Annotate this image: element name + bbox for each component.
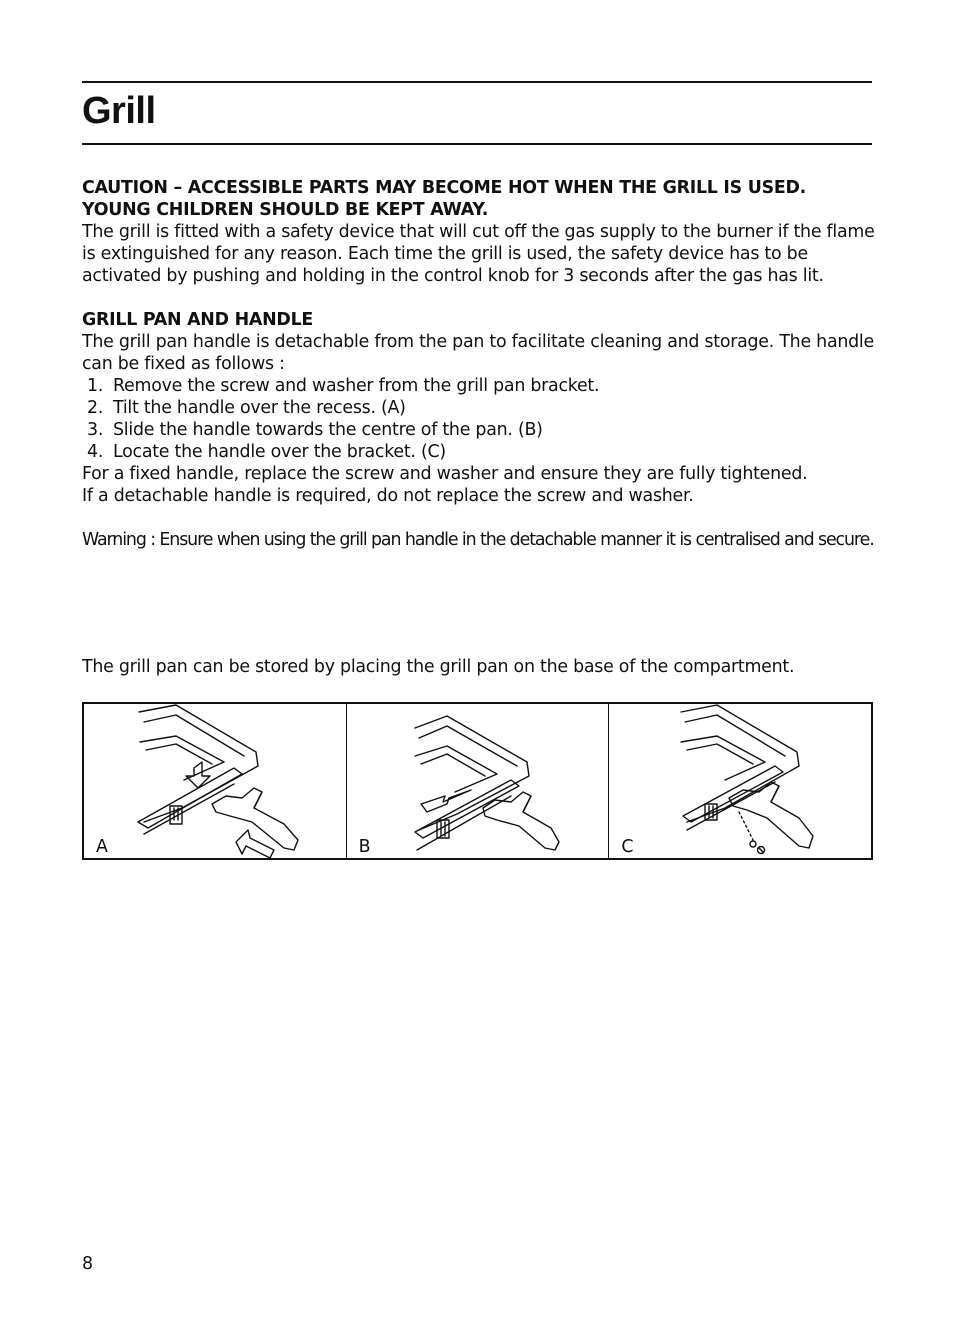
title-underline-rule [82, 143, 872, 145]
step-text: Slide the handle towards the centre of the pan. (B) [113, 420, 543, 440]
storage-text: The grill pan can be stored by placing the grill pan on the base of the compartment. [82, 657, 795, 677]
figure-panel-c [608, 704, 871, 858]
figure-label-c: C [621, 837, 634, 857]
fixed-handle-note: For a fixed handle, replace the screw and washer and ensure they are fully tightened. [82, 464, 808, 484]
caution-line-2: YOUNG CHILDREN SHOULD BE KEPT AWAY. [82, 200, 489, 220]
caution-line-1: CAUTION – ACCESSIBLE PARTS MAY BECOME HOT WHEN THE GRILL IS USED. [82, 178, 807, 198]
step-number: 1. [87, 376, 104, 396]
step-text: Locate the handle over the bracket. (C) [113, 442, 446, 462]
top-rule [82, 81, 872, 83]
step-text: Tilt the handle over the recess. (A) [113, 398, 406, 418]
grill-pan-illustration-b [347, 704, 609, 858]
grill-pan-illustration-a [84, 704, 346, 858]
warning-text: Warning : Ensure when using the grill pan handle in the detachable manner it is centralised and secure. [82, 530, 874, 550]
handle-figures [82, 702, 873, 860]
list-item [82, 397, 877, 419]
list-item [82, 375, 877, 397]
step-number: 2. [87, 398, 104, 418]
grill-pan-intro: The grill pan handle is detachable from the pan to facilitate cleaning and storage. The handle can be fixed as follows : [82, 332, 874, 374]
figure-panel-a [84, 704, 346, 858]
list-item [82, 441, 877, 463]
grill-pan-heading: GRILL PAN AND HANDLE [82, 310, 314, 330]
main-content [82, 177, 877, 551]
grill-pan-illustration-c [609, 704, 871, 858]
caution-body: The grill is fitted with a safety device that will cut off the gas supply to the burner if the flame is extinguished for any reason. Each time the grill is used, the safety device has to be activated by pushing and holding in the control knob for 3 seconds after the gas has lit. [82, 222, 875, 286]
page-title: Grill [82, 90, 156, 132]
figure-panel-b [346, 704, 609, 858]
page-number: 8 [82, 1254, 94, 1274]
figure-label-a: A [96, 837, 108, 857]
figure-label-b: B [358, 837, 371, 857]
step-number: 3. [87, 420, 104, 440]
list-item [82, 419, 877, 441]
step-text: Remove the screw and washer from the grill pan bracket. [113, 376, 600, 396]
detachable-handle-note: If a detachable handle is required, do not replace the screw and washer. [82, 486, 694, 506]
step-number: 4. [87, 442, 104, 462]
handle-steps-list [82, 375, 877, 463]
